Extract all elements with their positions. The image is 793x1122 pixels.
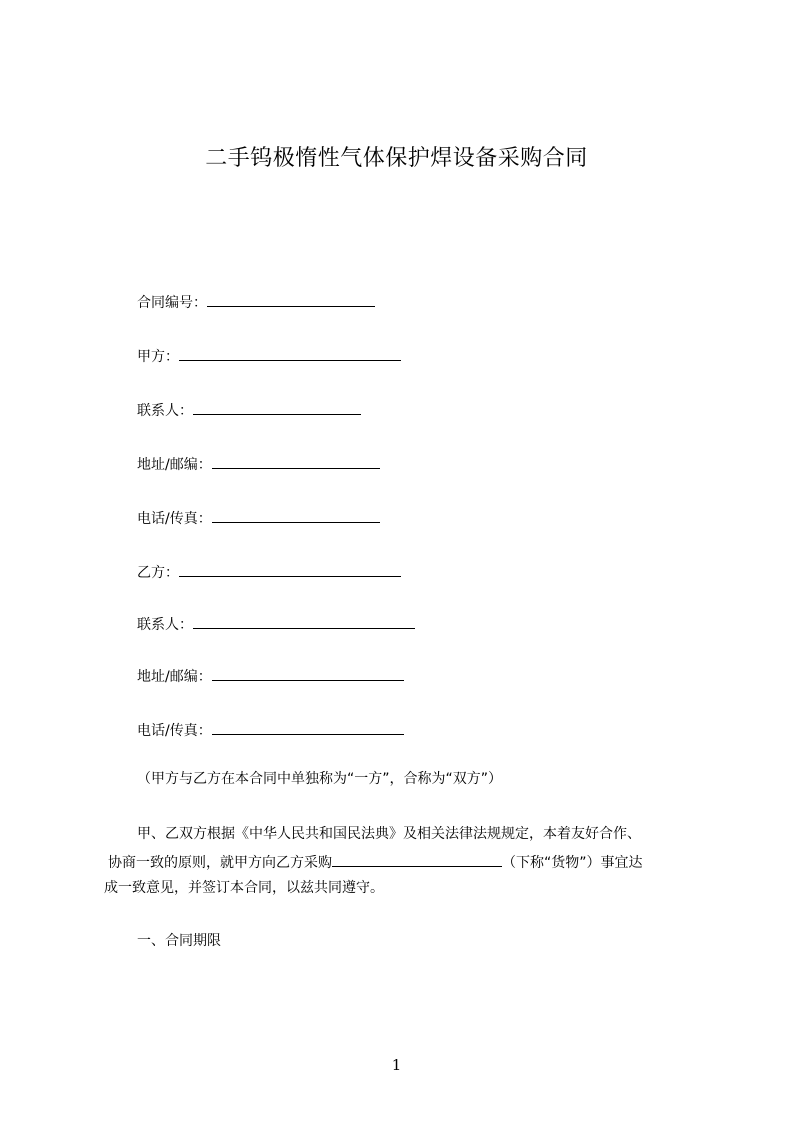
field-party-a-phone <box>137 508 380 528</box>
blank-line <box>212 720 404 735</box>
intro-line-3: 成一致意见，并签订本合同，以兹共同遵守。 <box>104 880 384 896</box>
field-party-b-address <box>137 666 404 686</box>
section-heading-contract-term: 一、合同期限 <box>137 933 221 949</box>
blank-line <box>179 346 401 361</box>
intro-line-2 <box>108 852 643 872</box>
field-party-b-contact <box>137 614 415 634</box>
parties-note: （甲方与乙方在本合同中单独称为“一方”，合称为“双方”） <box>137 771 503 787</box>
field-label: 电话/传真： <box>137 511 212 527</box>
field-label: 电话/传真： <box>137 723 212 739</box>
blank-line <box>193 614 415 629</box>
field-label: 合同编号： <box>137 295 207 311</box>
blank-line <box>212 508 380 523</box>
field-party-a-address <box>137 454 380 474</box>
field-label: 地址/邮编： <box>137 669 212 685</box>
contract-title: 二手钨极惰性气体保护焊设备采购合同 <box>205 146 588 171</box>
field-party-b-phone <box>137 720 404 740</box>
blank-line <box>179 562 401 577</box>
goods-blank-line <box>332 852 502 867</box>
blank-line <box>193 400 361 415</box>
field-contract-number <box>137 292 375 312</box>
field-label: 地址/邮编： <box>137 457 212 473</box>
blank-line <box>212 666 404 681</box>
field-party-b <box>137 562 401 582</box>
field-party-a <box>137 346 401 366</box>
field-label: 联系人： <box>137 403 193 419</box>
page-number: 1 <box>391 1056 402 1074</box>
field-label: 联系人： <box>137 617 193 633</box>
intro-line-2-after: （下称“货物”）事宜达 <box>502 855 643 871</box>
field-label: 甲方： <box>137 349 179 365</box>
intro-line-2-before: 协商一致的原则，就甲方向乙方采购 <box>108 855 332 871</box>
field-party-a-contact <box>137 400 361 420</box>
intro-line-1: 甲、乙双方根据《中华人民共和国民法典》及相关法律法规规定，本着友好合作、 <box>137 826 641 842</box>
field-label: 乙方： <box>137 565 179 581</box>
blank-line <box>212 454 380 469</box>
blank-line <box>207 292 375 307</box>
